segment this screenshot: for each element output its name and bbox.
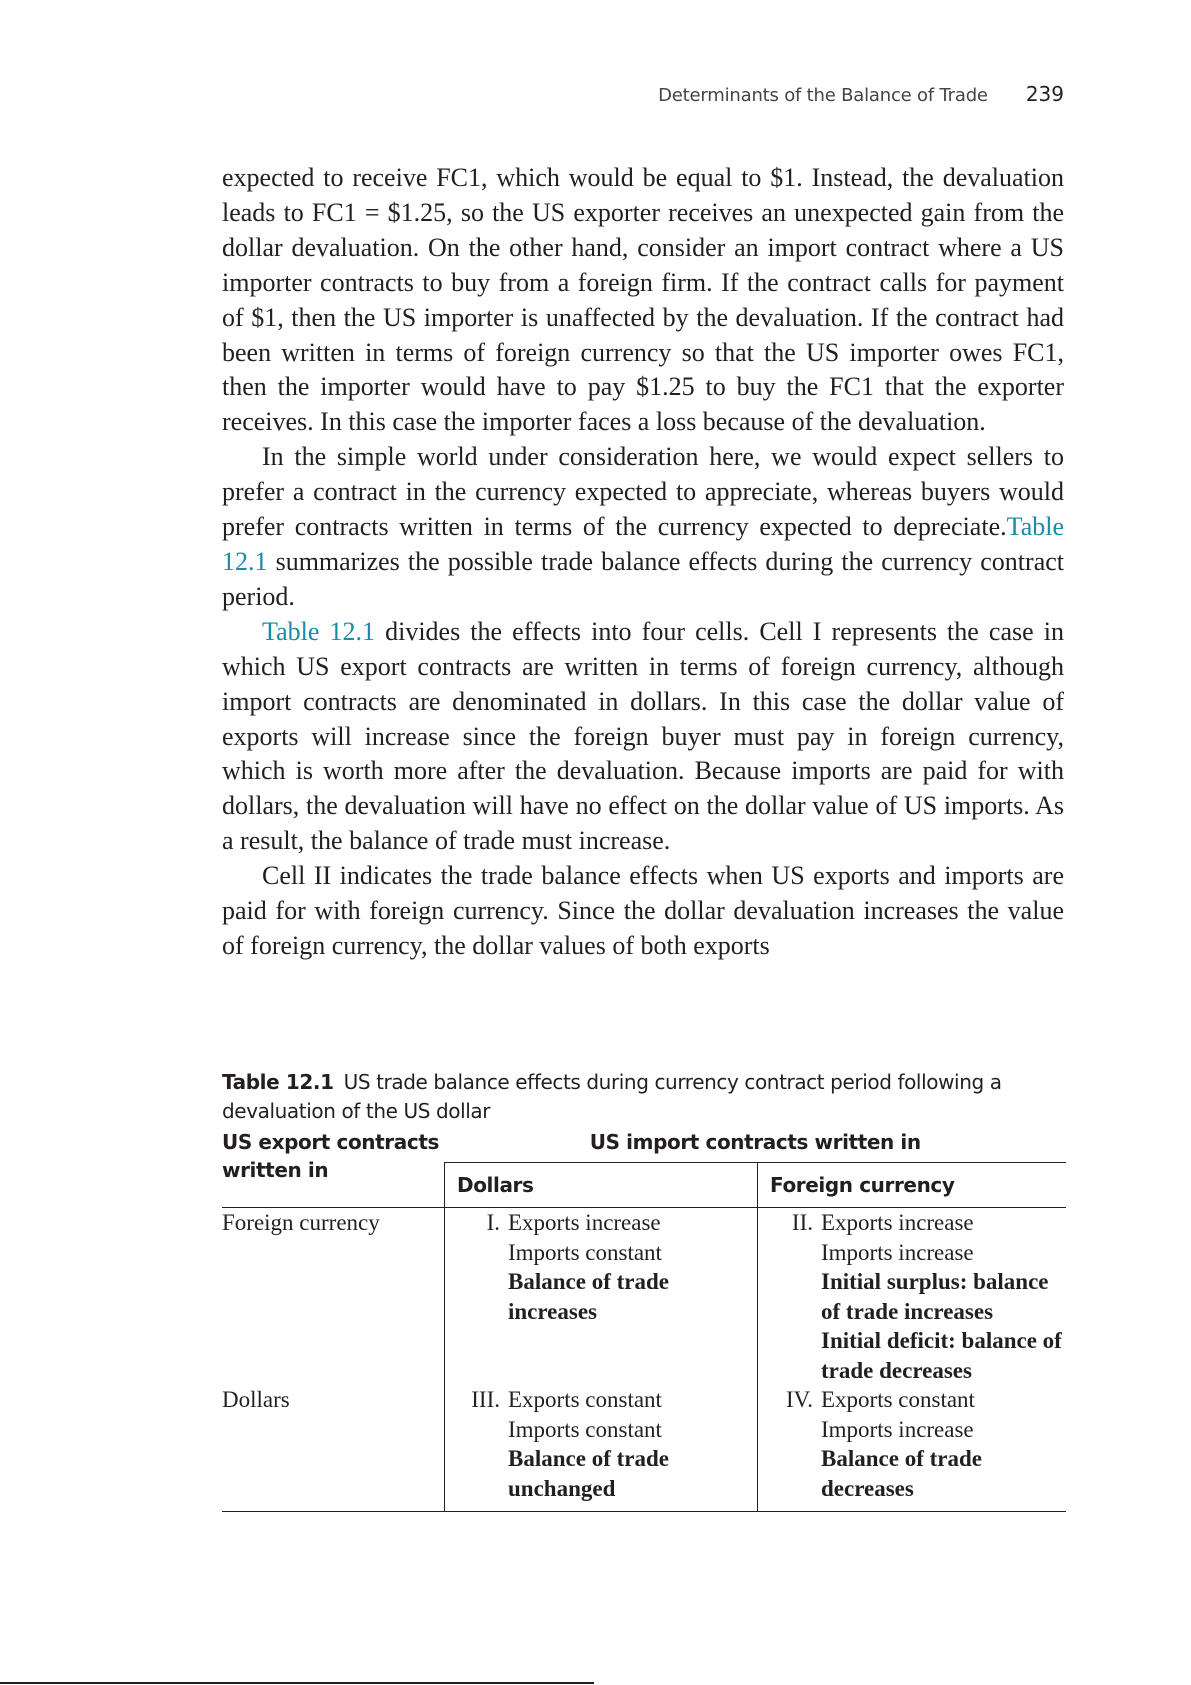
page-number: 239 [1025, 82, 1064, 106]
paragraph-1: expected to receive FC1, which would be equal to $1. Instead, the devaluation leads to FC1 = $1.25, so the US exporter receives an unexpected gain from the dollar devaluation. On the other hand, consider an import contract where a US importer contracts to buy from a foreign firm. If the contract calls for payment of $1, then the US importer is unaffected by the devaluation. If the contract had been written in terms of foreign currency so that the US importer owes FC1, then the importer would have to pay $1.25 to buy the FC1 that the exporter receives. In this case the importer faces a loss because of the devaluation. [222, 163, 1064, 437]
table-caption-text: US trade balance effects during currency contract period following a devaluation of the US dollar [222, 1070, 1002, 1123]
cell-line: Imports increase [821, 1416, 974, 1442]
table-row [222, 1208, 1066, 1386]
paragraph-2-text-a: In the simple world under consideration here, we would expect sellers to prefer a contract in the currency expected to appreciate, whereas buyers would prefer contracts written in terms of the currency expected to depreciate. [222, 442, 1064, 542]
running-title: Determinants of the Balance of Trade [658, 85, 988, 106]
cell-result: Initial deficit: balance of trade decreases [821, 1328, 1062, 1383]
cell-line: Exports constant [508, 1387, 662, 1412]
trade-balance-table [222, 1126, 1066, 1512]
body-text [222, 161, 1064, 964]
cell-III [445, 1385, 758, 1512]
cell-result: Balance of trade decreases [821, 1446, 982, 1501]
running-header [658, 82, 1064, 106]
cell-I [445, 1208, 758, 1386]
paragraph-3-text: divides the effects into four cells. Cell I represents the case in which US export contracts are written in terms of foreign currency, although import contracts are denominated in dollars. In this case the dollar value of exports will increase since the foreign buyer must pay in foreign currency, which is worth more after the devaluation. Because imports are paid for with dollars, the devaluation will have no effect on the dollar value of US imports. As a result, the balance of trade must increase. [222, 616, 1064, 856]
table-caption-label: Table 12.1 [222, 1070, 334, 1094]
cell-line: Imports increase [821, 1239, 974, 1265]
cell-numeral: III. [471, 1387, 500, 1412]
column-header-dollars: Dollars [445, 1163, 758, 1208]
paragraph-4: Cell II indicates the trade balance effects when US exports and imports are paid for with foreign currency. Since the dollar devaluation increases the value of foreign currency, the dollar values of both exports [222, 861, 1064, 960]
column-group-header: US import contracts written in [445, 1126, 1067, 1163]
cell-line: Exports constant [821, 1387, 975, 1412]
cell-line: Exports increase [508, 1210, 661, 1235]
cell-result: Balance of trade increases [508, 1269, 669, 1324]
page-bottom-rule [0, 1682, 594, 1684]
paragraph-2 [222, 440, 1064, 615]
row-header: US export contracts written in [222, 1126, 445, 1208]
paragraph-2-text-b: summarizes the possible trade balance effects during the currency contract period. [222, 546, 1064, 611]
column-header-foreign-currency: Foreign currency [758, 1163, 1067, 1208]
cell-line: Exports increase [821, 1210, 974, 1235]
cell-numeral: IV. [785, 1387, 813, 1412]
table-caption [222, 1068, 1066, 1126]
cell-IV [758, 1385, 1067, 1512]
cell-numeral: I. [486, 1210, 500, 1235]
row-label: Dollars [222, 1385, 445, 1512]
table-row [222, 1385, 1066, 1512]
table-12-1-link[interactable]: Table 12.1 [262, 616, 375, 646]
cell-result: Initial surplus: balance of trade increases [821, 1269, 1049, 1324]
paragraph-3 [222, 615, 1064, 859]
row-label: Foreign currency [222, 1210, 380, 1235]
cell-result: Balance of trade unchanged [508, 1446, 669, 1501]
cell-line: Imports constant [508, 1239, 662, 1265]
cell-II [758, 1208, 1067, 1386]
table-12-1-link[interactable]: Table 12.1 [222, 512, 1064, 576]
table-12-1 [222, 1068, 1066, 1512]
cell-line: Imports constant [508, 1416, 662, 1442]
cell-numeral: II. [791, 1210, 813, 1235]
